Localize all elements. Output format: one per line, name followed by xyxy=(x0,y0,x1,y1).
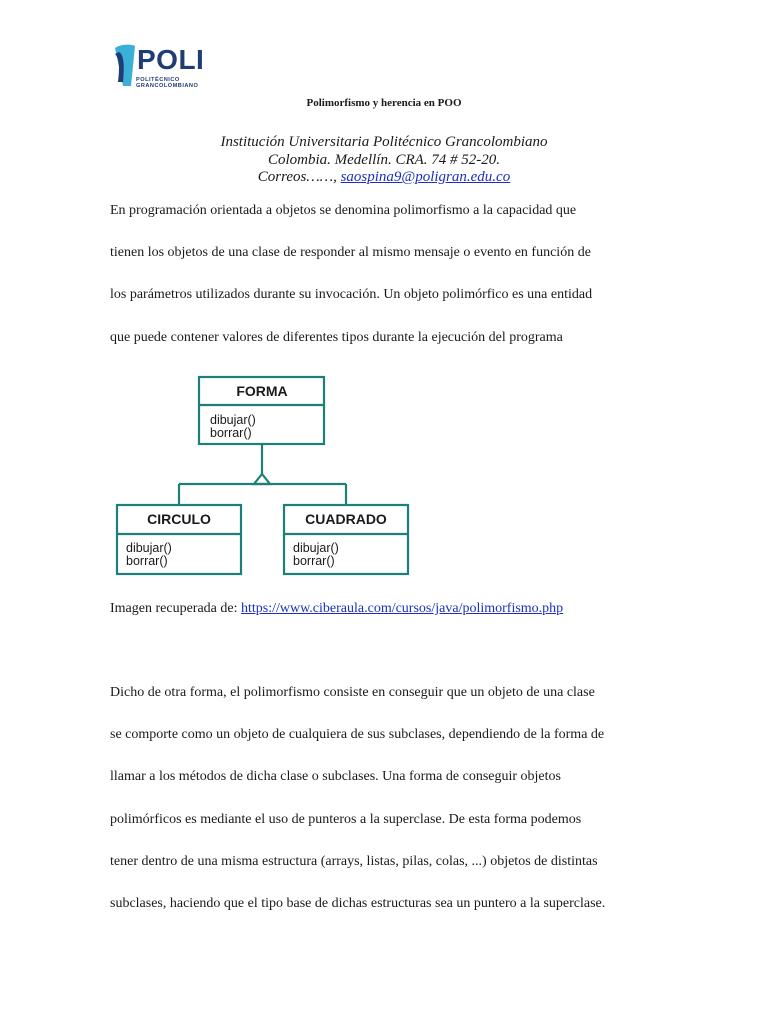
paragraph-line: llamar a los métodos de dicha clase o subclases. Una forma de conseguir objetos xyxy=(110,769,561,785)
paragraph-line: tienen los objetos de una clase de responder al mismo mensaje o evento en función de xyxy=(110,245,591,261)
class-name-forma: FORMA xyxy=(236,383,288,399)
class-method: borrar() xyxy=(126,554,168,568)
emails-line xyxy=(0,169,768,187)
class-method: borrar() xyxy=(210,426,252,440)
paragraph-line: tener dentro de una misma estructura (arrays, listas, pilas, colas, ...) objetos de distintas xyxy=(110,853,598,869)
class-method: dibujar() xyxy=(293,541,339,555)
paragraph-line: Dicho de otra forma, el polimorfismo consiste en conseguir que un objeto de una clase xyxy=(110,685,595,700)
institution-address: Colombia. Medellín. CRA. 74 # 52-20. xyxy=(267,151,501,168)
paragraph-line: subclases, haciendo que el tipo base de dichas estructuras sea un puntero a la superclase. xyxy=(110,895,606,911)
logo-subtitle xyxy=(136,77,198,90)
class-name-cuadrado: CUADRADO xyxy=(305,511,387,527)
class-method: dibujar() xyxy=(210,413,256,427)
document-title: Polimorfismo y herencia en POO xyxy=(306,97,462,109)
class-name-circulo: CIRCULO xyxy=(147,511,211,527)
image-credit xyxy=(110,601,563,617)
logo-subtitle-line2: GRANCOLOMBIANO xyxy=(136,83,199,90)
logo-wordmark: POLI xyxy=(137,44,205,75)
institution-name: Institución Universitaria Politécnico Grancolombiano xyxy=(220,134,548,150)
credit-label: Imagen recuperada de: xyxy=(110,601,238,616)
institution-header xyxy=(0,134,768,187)
credit-link[interactable]: https://www.ciberaula.com/cursos/java/polimorfismo.php xyxy=(240,601,564,616)
paragraph-explanation xyxy=(110,684,670,937)
logo-subtitle-line1: POLITÉCNICO xyxy=(136,77,180,83)
poli-logo-mark-icon xyxy=(111,42,139,88)
email-link[interactable]: saospina9@poligran.edu.co xyxy=(340,169,511,185)
paragraph-line: se comporte como un objeto de cualquiera de sus subclases, dependiendo de la forma de xyxy=(110,727,605,743)
paragraph-line: En programación orientada a objetos se denomina polimorfismo a la capacidad que xyxy=(110,203,577,218)
class-method: dibujar() xyxy=(126,541,172,555)
paragraph-line: los parámetros utilizados durante su invocación. Un objeto polimórfico es una entidad xyxy=(110,287,593,303)
paragraph-line: que puede contener valores de diferentes tipos durante la ejecución del programa xyxy=(110,329,563,345)
class-method: borrar() xyxy=(293,554,335,568)
inheritance-arrow-icon xyxy=(254,474,270,484)
uml-class-diagram xyxy=(110,368,415,580)
paragraph-intro xyxy=(110,202,670,371)
paragraph-line: polimórficos es mediante el uso de punteros a la superclase. De esta forma podemos xyxy=(110,811,582,827)
emails-prefix: Correos……, xyxy=(257,169,337,185)
poli-logo xyxy=(111,42,211,90)
